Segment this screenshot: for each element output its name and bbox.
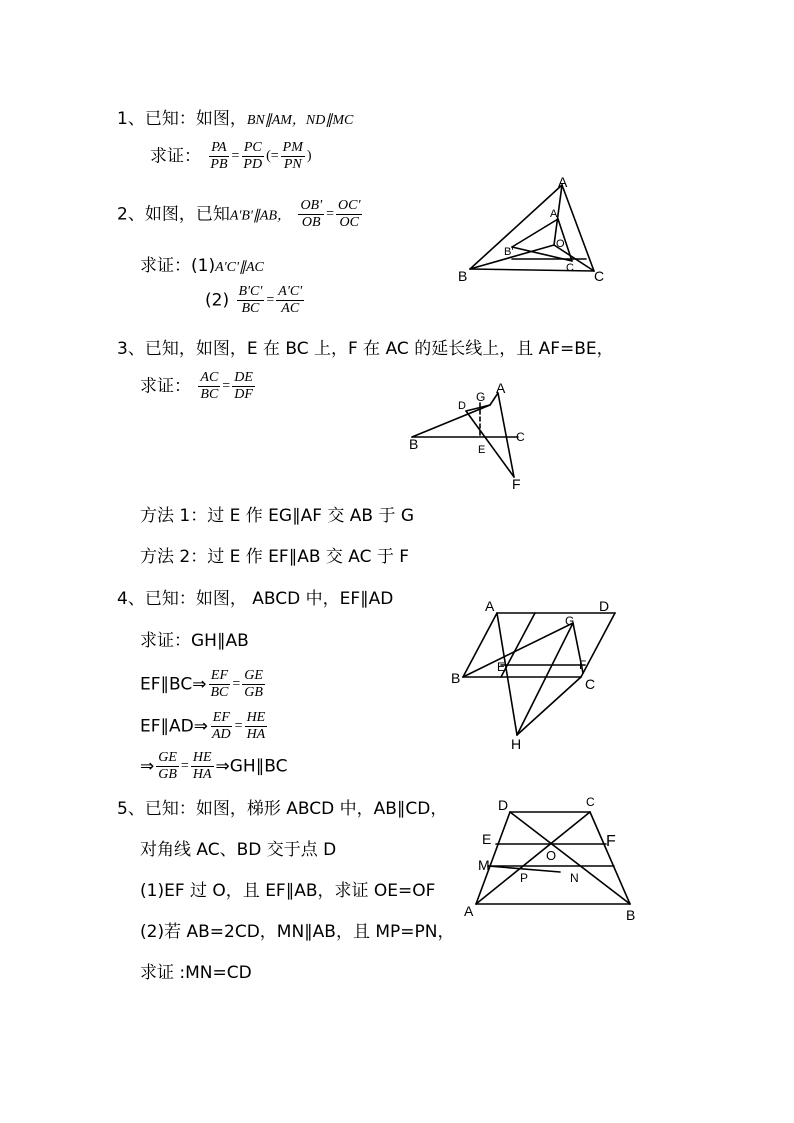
fraction: $\frac{EF}{AD}$	[211, 710, 231, 742]
problem-5-statement: 5、已知：如图，梯形 ABCD 中，AB∥CD，	[117, 799, 448, 819]
problem-5-part-2: (2)若 AB=2CD，MN∥AB，且 MP=PN，	[140, 922, 455, 942]
problem-3-method-2: 方法 2：过 E 作 EF∥AB 交 AC 于 F	[140, 547, 410, 567]
label-A: A	[464, 903, 474, 919]
fraction: $\frac{GE}{GB}$	[244, 668, 263, 700]
problem-2-statement: 2、如图，已知A'B'∥AB， $\frac{OB'}{OB}$ = $\frac{OC'}{OC}$	[117, 198, 361, 230]
step-text: ⇒	[140, 756, 155, 777]
label-E: E	[482, 831, 492, 847]
label-F: F	[512, 476, 521, 492]
step-text: EF∥AD⇒	[140, 716, 208, 737]
label-A: A	[558, 174, 568, 190]
label-F: F	[579, 658, 587, 672]
fraction: $\frac{PM}{PN}$	[282, 140, 303, 172]
label-G: G	[476, 390, 486, 404]
label-A: A	[496, 380, 506, 396]
problem-1-text: 1、已知：如图，	[117, 109, 247, 129]
label-B: B	[451, 670, 461, 686]
step-conclusion: ⇒GH∥BC	[215, 756, 288, 777]
step-text: EF∥BC⇒	[140, 674, 207, 695]
problem-1-given: BN∥AM，ND∥MC	[246, 113, 354, 128]
label-C: C	[594, 268, 605, 284]
problem-3-statement: 3、已知，如图，E 在 BC 上，F 在 AC 的延长线上，且 AF=BE，	[117, 339, 614, 359]
problem-1-prove: 求证： $\frac{PA}{PB}$ = $\frac{PC}{PD}$ (= $\frac{PM}{PN}$ )	[150, 140, 312, 172]
fraction: $\frac{DE}{DF}$	[234, 370, 253, 402]
problem-5-part-1: (1)EF 过 O，且 EF∥AB，求证 OE=OF	[140, 881, 436, 901]
fraction: $\frac{AC}{BC}$	[200, 370, 219, 402]
label-D: D	[458, 400, 466, 412]
label-G: G	[565, 614, 575, 628]
fraction: $\frac{A'C'}{AC}$	[278, 284, 303, 316]
label-B: B	[458, 268, 468, 284]
fraction: $\frac{OC'}{OC}$	[338, 198, 361, 230]
prove-2-label: (2)	[205, 290, 230, 311]
problem-2-given: A'B'∥AB，	[229, 208, 292, 224]
label-E: E	[478, 444, 486, 456]
problem-2-text: 2、如图，已知	[117, 204, 230, 225]
problem-4-step-2: EF∥AD⇒ $\frac{EF}{AD}$ = $\frac{HE}{HA}$	[140, 710, 266, 742]
label-A-prime: A'	[550, 208, 560, 220]
label-B: B	[409, 436, 419, 452]
label-H: H	[511, 736, 522, 752]
label-C: C	[586, 795, 595, 809]
problem-2-prove-2: (2) $\frac{B'C'}{BC}$ = $\frac{A'C'}{AC}$	[205, 284, 303, 316]
fraction: $\frac{HE}{HA}$	[192, 750, 212, 782]
problem-4-figure	[445, 595, 625, 755]
label-B-prime: B'	[504, 246, 514, 258]
label-F: F	[606, 833, 616, 850]
problem-2-prove-1	[140, 255, 264, 279]
label-O: O	[556, 238, 565, 250]
label-M: M	[478, 857, 490, 873]
label-P: P	[520, 871, 529, 885]
problem-1-statement	[117, 108, 353, 132]
fraction: $\frac{GE}{GB}$	[158, 750, 177, 782]
prove-1: A'C'∥AC	[215, 260, 264, 275]
problem-4-step-3: ⇒ $\frac{GE}{GB}$ = $\frac{HE}{HA}$ ⇒GH∥BC	[140, 750, 288, 782]
label-N: N	[570, 871, 579, 885]
problem-5-prove: 求证 :MN=CD	[140, 963, 252, 983]
label-D: D	[599, 598, 610, 614]
label-O: O	[546, 848, 557, 863]
fraction: $\frac{HE}{HA}$	[246, 710, 266, 742]
label-B: B	[626, 907, 636, 923]
problem-3-figure	[400, 375, 540, 500]
fraction: $\frac{EF}{BC}$	[210, 668, 229, 700]
problem-5-line-2: 对角线 AC、BD 交于点 D	[140, 840, 337, 860]
problem-3-method-1: 方法 1：过 E 作 EG∥AF 交 AB 于 G	[140, 506, 415, 526]
problem-4-step-1: EF∥BC⇒ $\frac{EF}{BC}$ = $\frac{GE}{GB}$	[140, 668, 263, 700]
problem-4-statement: 4、已知：如图， ABCD 中，EF∥AD	[117, 589, 394, 609]
prove-label: 求证：(1)	[140, 256, 216, 276]
problem-2-figure	[450, 175, 610, 290]
prove-label: 求证：	[150, 146, 201, 167]
fraction: $\frac{OB'}{OB}$	[300, 198, 323, 230]
fraction: $\frac{B'C'}{BC}$	[238, 284, 263, 316]
prove-label: 求证：	[140, 376, 191, 397]
problem-5-figure	[460, 790, 645, 925]
fraction: $\frac{PC}{PD}$	[243, 140, 263, 172]
label-C: C	[585, 676, 596, 692]
label-C-prime: C	[566, 262, 574, 274]
problem-3-prove: 求证： $\frac{AC}{BC}$ = $\frac{DE}{DF}$	[140, 370, 253, 402]
label-C: C	[516, 430, 525, 444]
label-E: E	[497, 660, 506, 674]
fraction: $\frac{PA}{PB}$	[210, 140, 228, 172]
problem-4-prove: 求证：GH∥AB	[140, 631, 249, 651]
label-A: A	[485, 598, 495, 614]
label-D: D	[498, 797, 509, 813]
